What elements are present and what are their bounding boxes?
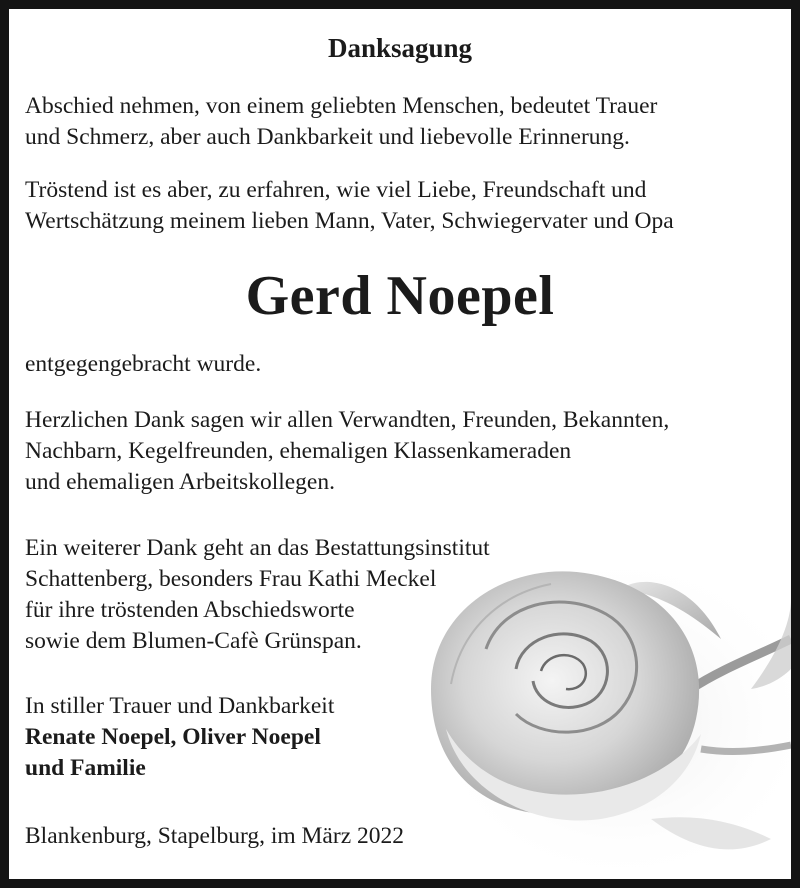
comfort-paragraph <box>25 175 674 237</box>
intro-paragraph <box>25 91 657 153</box>
thanks-line: Herzlichen Dank sagen wir allen Verwandten, Freunden, Bekannten, <box>25 407 670 433</box>
intro-line: und Schmerz, aber auch Dankbarkeit und liebevolle Erinnerung. <box>25 124 630 150</box>
signature-block <box>25 691 334 784</box>
further-line: für ihre tröstenden Abschiedsworte <box>25 597 355 623</box>
signatories-line: und Familie <box>25 755 146 781</box>
signatories-line: Renate Noepel, Oliver Noepel <box>25 724 321 750</box>
notice-title: Danksagung <box>327 33 473 63</box>
closing-line: In stiller Trauer und Dankbarkeit <box>25 693 335 719</box>
thanks-paragraph <box>25 405 669 498</box>
deceased-name: Gerd Noepel <box>245 265 555 327</box>
comfort-line: Tröstend ist es aber, zu erfahren, wie viel Liebe, Freundschaft und <box>25 177 647 203</box>
thanks-line: und ehemaligen Arbeitskollegen. <box>25 469 335 495</box>
intro-line: Abschied nehmen, von einem geliebten Menschen, bedeutet Trauer <box>25 93 658 119</box>
place-date: Blankenburg, Stapelburg, im März 2022 <box>25 823 404 849</box>
further-line: Ein weiterer Dank geht an das Bestattungsinstitut <box>25 535 490 561</box>
comfort-line: Wertschätzung meinem lieben Mann, Vater, Schwiegervater und Opa <box>25 208 674 234</box>
further-thanks-paragraph <box>25 533 490 657</box>
further-line: sowie dem Blumen-Cafè Grünspan. <box>25 628 362 654</box>
thanks-line: Nachbarn, Kegelfreunden, ehemaligen Klassenkameraden <box>25 438 572 464</box>
further-line: Schattenberg, besonders Frau Kathi Meckel <box>25 566 437 592</box>
after-name-line: entgegengebracht wurde. <box>25 351 262 377</box>
